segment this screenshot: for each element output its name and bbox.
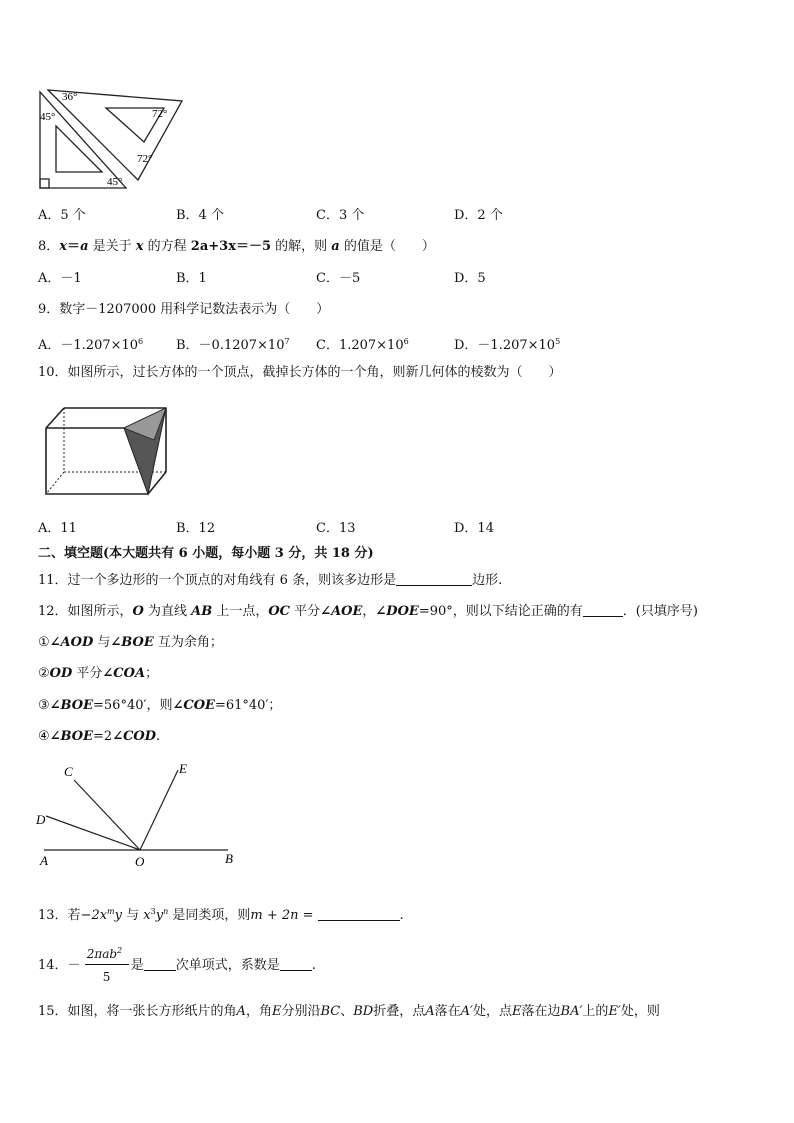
q8-option-b: B．1 <box>176 271 207 286</box>
set-squares-figure <box>34 80 189 192</box>
q11-answer-blank <box>396 571 472 586</box>
angle-label-45-bottom: 45° <box>107 176 123 188</box>
label-d: D <box>36 812 46 827</box>
angle-label-72-top: 72° <box>152 108 168 120</box>
label-b: B <box>225 851 233 866</box>
q12-item-4: ④∠BOE=2∠COD. <box>38 729 161 744</box>
q9-option-c: C．$1.207\times 10^6$ <box>316 337 409 353</box>
q8-option-c: C．－5 <box>316 271 361 286</box>
label-o: O <box>135 854 145 869</box>
cuboid-figure <box>40 400 175 500</box>
angle-label-36: 36° <box>62 91 78 103</box>
q9-stem: 9．数字－1207000 用科学记数法表示为（ ） <box>38 302 330 317</box>
q12-stem: 12．如图所示，O 为直线 AB 上一点，OC 平分∠AOE，∠DOE=90°，则以下结论正确的有 ．(只填序号) <box>38 604 698 619</box>
q14-coefficient-blank <box>280 956 312 971</box>
q8-stem: 8．x＝a 是关于 x 的方程 2a+3x＝－5 的解，则 a 的值是（ ） <box>38 239 435 254</box>
inner-right-triangle <box>56 126 102 172</box>
q8-option-d: D．5 <box>454 271 486 286</box>
outer-long-triangle <box>48 90 182 180</box>
q14-stem: 14．－ 2πab$^2$ 5 是 次单项式，系数是 . <box>38 946 316 984</box>
q13-answer-blank <box>318 906 400 921</box>
ray-oe <box>140 770 178 850</box>
q10-option-b: B．12 <box>176 521 216 536</box>
q7-option-c: C．3 个 <box>316 208 365 223</box>
q7-option-d: D．2 个 <box>454 208 503 223</box>
q11-stem: 11．过一个多边形的一个顶点的对角线有 6 条，则该多边形是 边形. <box>38 573 503 588</box>
outer-right-triangle <box>40 92 126 188</box>
q7-option-b: B．4 个 <box>176 208 224 223</box>
ray-oc <box>74 780 140 850</box>
label-c: C <box>64 764 73 779</box>
q10-option-c: C．13 <box>316 521 356 536</box>
q8-option-a: A．－1 <box>38 271 82 286</box>
q15-stem: 15．如图，将一张长方形纸片的角A，角E分别沿BC、BD折叠，点A落在A′处，点E落在边BA′上的E′处，则 <box>38 1004 660 1019</box>
angle-label-72-bottom: 72° <box>137 153 153 165</box>
q12-item-2: ②OD 平分∠COA； <box>38 666 159 681</box>
q12-answer-blank <box>583 602 623 617</box>
q7-option-a: A．5 个 <box>38 208 86 223</box>
section-2-heading: 二、填空题(本大题共有 6 小题，每小题 3 分，共 18 分) <box>38 546 374 561</box>
q12-item-1: ①∠AOD 与∠BOE 互为余角； <box>38 635 223 650</box>
q10-option-d: D．14 <box>454 521 494 536</box>
ray-od <box>46 816 140 850</box>
label-a: A <box>40 853 48 868</box>
q14-fraction: 2πab$^2$ 5 <box>85 956 131 974</box>
q14-degree-blank <box>144 956 176 971</box>
q9-option-b: B．$-0.1207\times 10^7$ <box>176 337 290 353</box>
q10-option-a: A．11 <box>38 521 77 536</box>
q9-option-d: D．$-1.207\times 10^5$ <box>454 337 561 353</box>
q10-stem: 10．如图所示，过长方体的一个顶点，截掉长方体的一个角，则新几何体的棱数为（ ） <box>38 365 562 380</box>
right-angle-mark <box>40 179 49 188</box>
q13-stem: 13．若$-2x^my$ 与 $x^3y^n$ 是同类项，则m + 2n = . <box>38 907 404 923</box>
angle-figure <box>34 760 244 870</box>
q12-item-3: ③∠BOE=56°40′，则∠COE=61°40′； <box>38 698 282 713</box>
label-e: E <box>179 761 187 776</box>
q9-option-a: A．$-1.207\times 10^6$ <box>38 337 144 353</box>
angle-label-45-left: 45° <box>40 111 56 123</box>
